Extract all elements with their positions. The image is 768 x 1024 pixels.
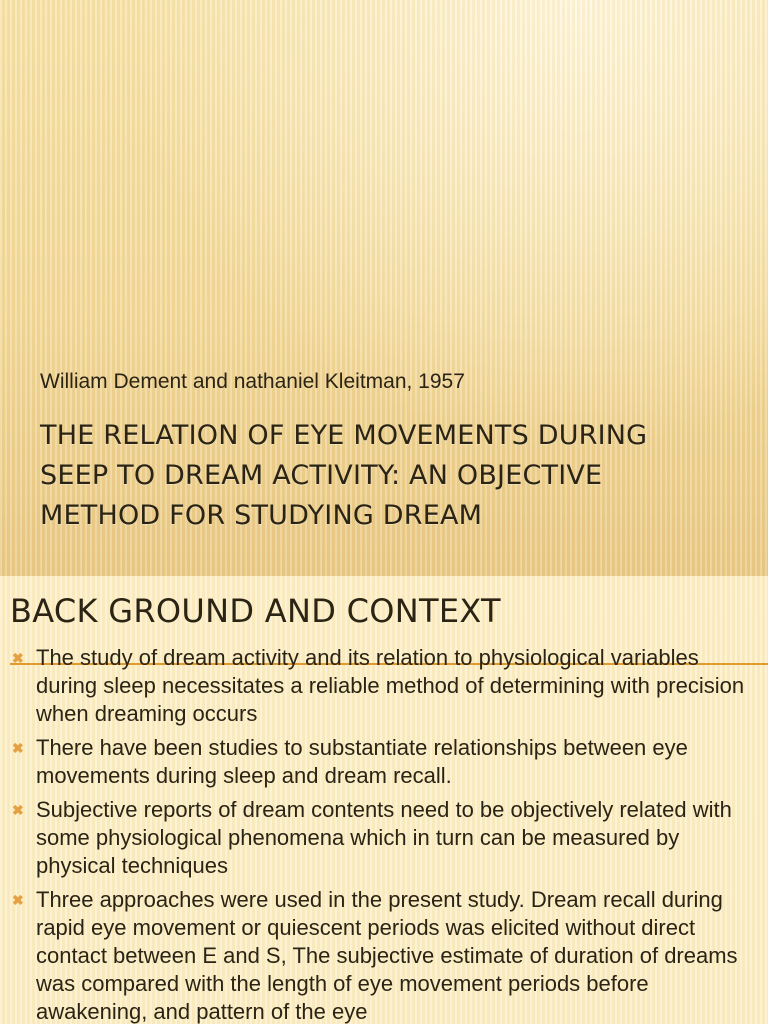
x-mark-icon: ✖ [12,802,24,818]
slide-subtitle-authors: William Dement and nathaniel Kleitman, 1957 [40,370,465,393]
content-slide [0,576,768,1024]
bullet-text: The study of dream activity and its relation to physiological variables during sleep necessitates a reliable method of determining with precision when dreaming occurs [36,645,745,726]
bullet-text: There have been studies to substantiate relationships between eye movements during sleep and dream recall. [36,735,688,788]
bullet-item [12,734,752,790]
x-mark-icon: ✖ [12,650,24,666]
slide-title-line-1: THE RELATION OF EYE MOVEMENTS DURING [40,420,648,451]
bullet-text: Three approaches were used in the present study. Dream recall during rapid eye movement or quiescent periods was elicited without direct contact between E and S, The subjective estimate of duration of dreams was compared with the length of eye movement periods before awakening, and pattern of the eye [36,887,738,1024]
slide-title-line-2: SEEP TO DREAM ACTIVITY: AN OBJECTIVE [40,460,603,491]
bullet-item [12,796,752,880]
x-mark-icon: ✖ [12,892,24,908]
bullet-item [12,886,752,1024]
slide-heading: BACK GROUND AND CONTEXT [10,592,501,630]
slide-title [40,416,740,536]
bullet-item [12,644,752,728]
x-mark-icon: ✖ [12,740,24,756]
bullet-list [12,644,752,1024]
bullet-text: Subjective reports of dream contents need to be objectively related with some physiological phenomena which in turn can be measured by physical techniques [36,797,732,878]
slide-title-line-3: METHOD FOR STUDYING DREAM [40,500,483,531]
